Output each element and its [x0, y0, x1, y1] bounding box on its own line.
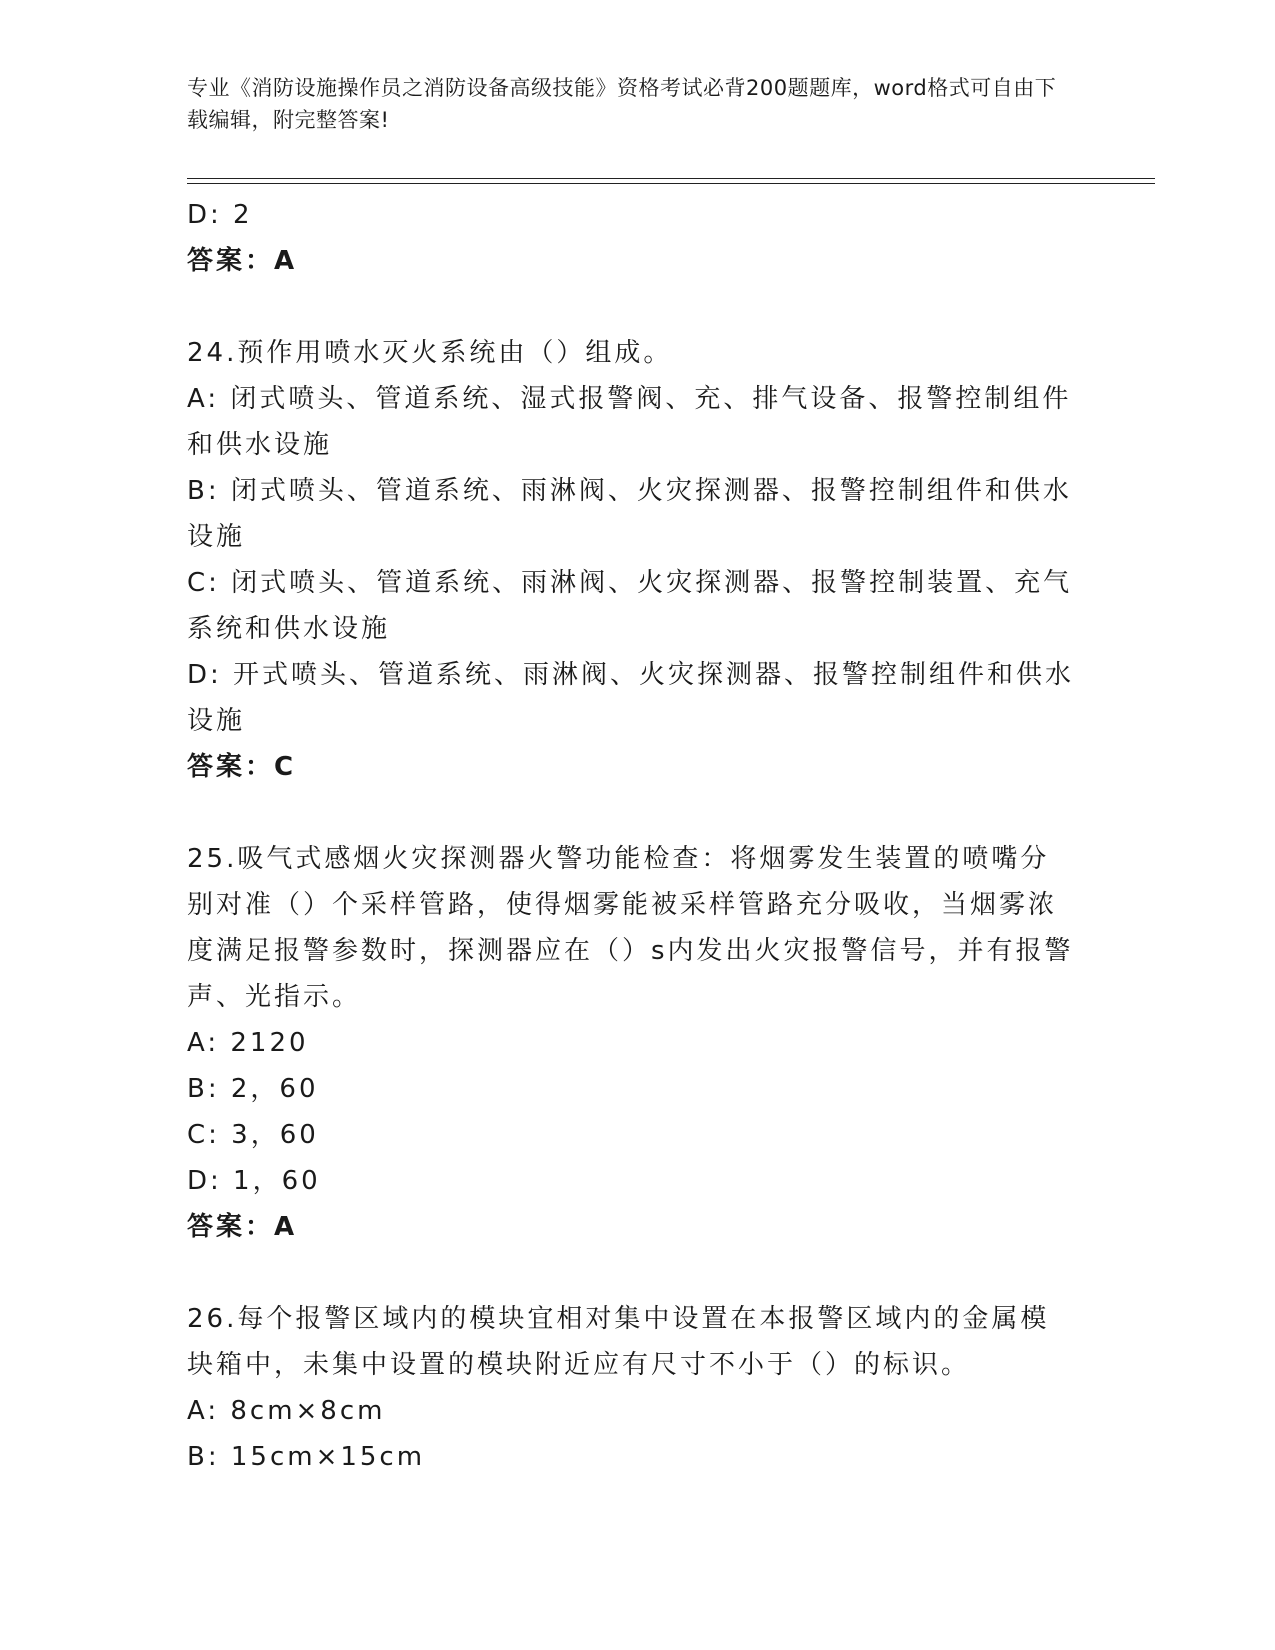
q23-option-d: D: 2: [187, 200, 253, 230]
q25-option-d: D: 1，60: [187, 1166, 321, 1196]
q25-stem: 25.吸气式感烟火灾探测器火警功能检查：将烟雾发生装置的喷嘴分别对准（）个采样管路，使得烟雾能被采样管路充分吸收，当烟雾浓度满足报警参数时，探测器应在（）s内发出火灾报警信号，并有报警声、光指示。: [187, 844, 1074, 1012]
spacer: [187, 1250, 1077, 1296]
q24-stem: 24.预作用喷水灭火系统由（）组成。: [187, 338, 673, 368]
q24-option-d: D: 开式喷头、管道系统、雨淋阀、火灾探测器、报警控制组件和供水设施: [187, 660, 1075, 736]
q26-option-b: B: 15cm×15cm: [187, 1442, 426, 1472]
q23-answer: 答案：A: [187, 246, 298, 276]
header-divider-top: [187, 178, 1155, 179]
question-24: [187, 330, 1077, 790]
question-content: [187, 192, 1077, 1480]
q25-answer: 答案：A: [187, 1212, 298, 1242]
q26-stem: 26.每个报警区域内的模块宜相对集中设置在本报警区域内的金属模块箱中，未集中设置的模块附近应有尺寸不小于（）的标识。: [187, 1304, 1050, 1380]
document-header: 专业《消防设施操作员之消防设备高级技能》资格考试必背200题题库，word格式可自由下载编辑，附完整答案!: [187, 76, 1057, 132]
spacer: [187, 284, 1077, 330]
q24-option-a: A: 闭式喷头、管道系统、湿式报警阀、充、排气设备、报警控制组件和供水设施: [187, 384, 1072, 460]
question-25: [187, 836, 1077, 1250]
q25-option-a: A: 2120: [187, 1028, 309, 1058]
q26-option-a: A: 8cm×8cm: [187, 1396, 386, 1426]
q25-option-c: C: 3，60: [187, 1120, 319, 1150]
q24-option-c: C: 闭式喷头、管道系统、雨淋阀、火灾探测器、报警控制装置、充气系统和供水设施: [187, 568, 1073, 644]
header-divider-bottom: [187, 183, 1155, 184]
q24-option-b: B: 闭式喷头、管道系统、雨淋阀、火灾探测器、报警控制组件和供水设施: [187, 476, 1072, 552]
q24-answer: 答案：C: [187, 752, 297, 782]
question-26: [187, 1296, 1077, 1480]
spacer: [187, 790, 1077, 836]
q25-option-b: B: 2，60: [187, 1074, 319, 1104]
